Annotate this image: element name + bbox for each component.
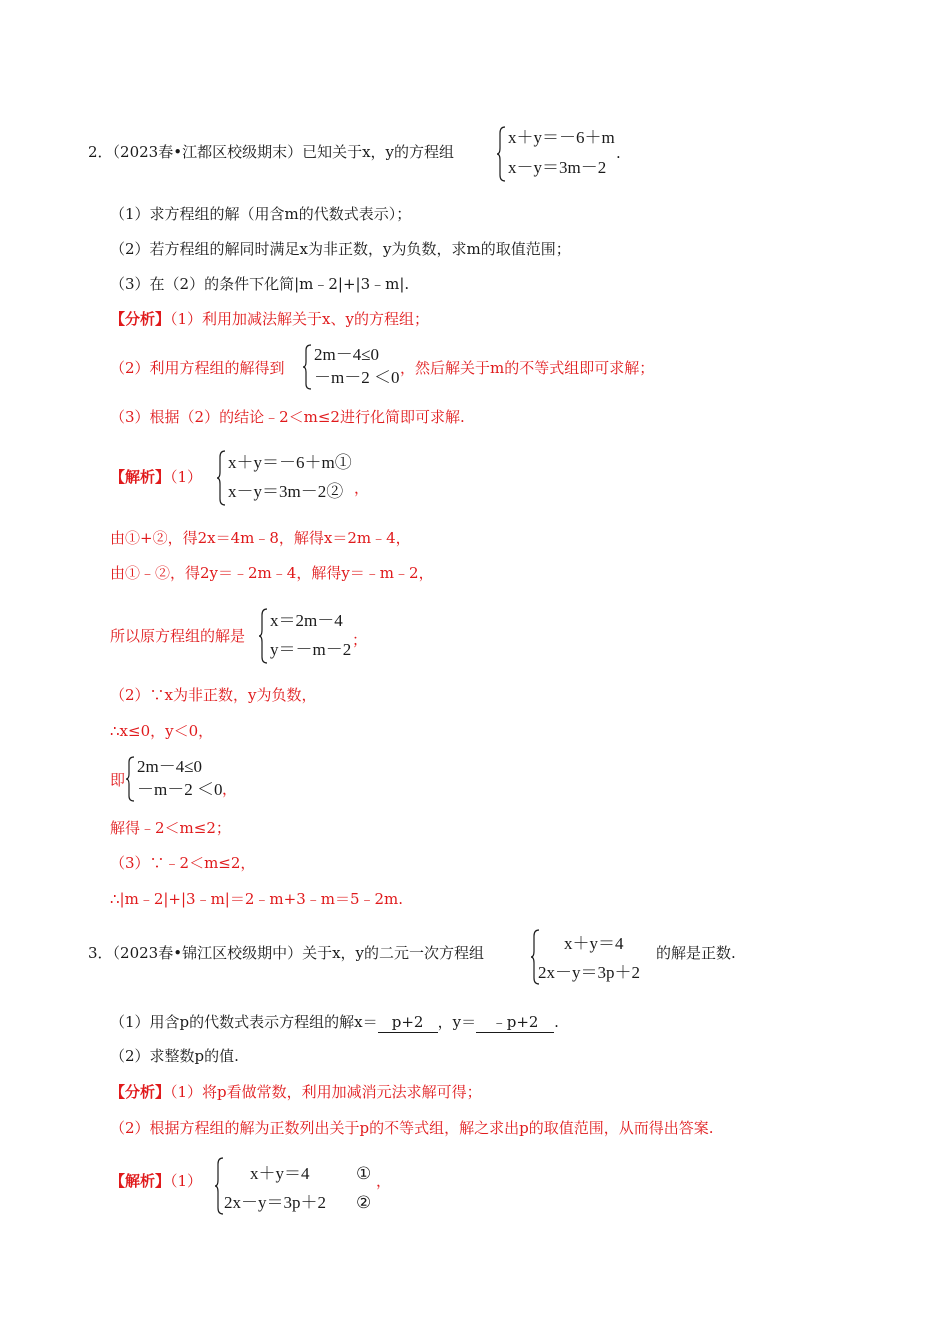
q3-part-1 [110, 1012, 559, 1033]
left-brace-icon [214, 1156, 224, 1216]
q3-solution-row-2: 2x－y＝3p＋2 [224, 1193, 326, 1212]
inequality-row-1: 2m－4≤0 [137, 757, 203, 776]
q2-equation-system [496, 125, 636, 185]
q3-solution-row-1: x＋y＝4 [250, 1164, 310, 1183]
q2-solution-6: ∴x≤0，y＜0， [110, 722, 214, 740]
inequality-row-1: 2m－4≤0 [314, 345, 380, 364]
q3-solution-row-2-mark: ② [356, 1193, 372, 1212]
q3-solution-system [214, 1156, 394, 1218]
q3-equation-system [530, 928, 660, 988]
q2-analysis-1 [110, 309, 429, 329]
q2-part-3: （3）在（2）的条件下化简|m﹣2|+|3﹣m|. [110, 275, 410, 293]
q3-answer-x-blank: p+2 [378, 1012, 438, 1033]
q2-analysis-inequality-system [302, 343, 412, 393]
q2-solution-system [216, 449, 366, 509]
q2-heading-end: . [616, 144, 621, 162]
left-brace-icon [496, 125, 506, 183]
q3-system-row-1: x＋y＝4 [564, 934, 624, 953]
q2-system-row-2: x－y＝3m－2 [508, 158, 607, 177]
q2-part-1: （1）求方程组的解（用含m的代数式表示）； [110, 205, 412, 223]
q2-solution-8: 解得﹣2＜m≤2； [110, 819, 231, 837]
q2-solution-2: 由①+②，得2x＝4m﹣8，解得x＝2m﹣4， [110, 529, 411, 547]
analysis-tag: 【分析】 [110, 310, 171, 328]
left-brace-icon [258, 607, 268, 665]
left-brace-icon [216, 449, 226, 507]
q2-solution-3: 由①﹣②，得2y＝﹣2m﹣4，解得y＝﹣m﹣2， [110, 564, 434, 582]
q2-solution-1-label: （1） [170, 468, 203, 486]
q2-part-2: （2）若方程组的解同时满足x为非正数，y为负数，求m的取值范围； [110, 240, 571, 258]
q2-heading: 2．（2023春•江都区校级期末）已知关于x，y的方程组 [88, 143, 455, 161]
q2-solution-1-post: ， [354, 479, 370, 497]
q2-analysis-1-text: （1）利用加减法解关于x、y的方程组； [170, 310, 429, 328]
q2-inequality-system [125, 755, 238, 805]
q2-solution-5: （2）∵x为非正数，y为负数， [110, 686, 317, 704]
q3-part-1-end: . [554, 1013, 559, 1031]
inequality-row-2: －m－2 ＜0 [137, 780, 223, 799]
q3-solution-1-pre [110, 1171, 202, 1191]
q3-answer-y-blank: ﹣p+2 [476, 1012, 554, 1033]
solution-row-2: x－y＝3m－2② [228, 482, 344, 501]
solution-row-1: x＋y＝－6＋m① [228, 453, 352, 472]
q2-solution-1-pre [110, 467, 202, 487]
q3-part-1-mid: ，y＝ [437, 1013, 477, 1031]
left-brace-icon [125, 755, 135, 803]
result-row-2: y＝－m－2 [270, 640, 352, 659]
solution-tag: 【解析】 [110, 1172, 171, 1190]
q2-solution-7-post: ， [222, 780, 238, 798]
result-row-1: x＝2m－4 [270, 611, 343, 630]
q3-part-2: （2）求整数p的值. [110, 1047, 239, 1065]
inequality-row-2: －m－2 ＜0 [314, 368, 400, 387]
q2-solution-9: （3）∵﹣2＜m≤2， [110, 854, 256, 872]
q3-solution-row-1-mark: ① [356, 1164, 372, 1183]
q2-solution-10: ∴|m﹣2|+|3﹣m|＝2﹣m+3﹣m＝5﹣2m. [110, 890, 404, 908]
q2-solution-4-pre: 所以原方程组的解是 [110, 627, 246, 645]
q2-analysis-3: （3）根据（2）的结论﹣2＜m≤2进行化简即可求解. [110, 408, 465, 426]
q3-part-1-pre: （1）用含p的代数式表示方程组的解x＝ [110, 1013, 378, 1031]
q3-heading-post: 的解是正数. [656, 944, 736, 962]
q3-heading: 3．（2023春•锦江区校级期中）关于x，y的二元一次方程组 [88, 944, 485, 962]
q2-analysis-2-pre: （2）利用方程组的解得到 [110, 359, 285, 377]
left-brace-icon [302, 343, 312, 391]
analysis-tag: 【分析】 [110, 1083, 171, 1101]
q3-solution-1-post: ， [376, 1172, 392, 1190]
q3-solution-1-label: （1） [170, 1172, 203, 1190]
q2-analysis-2-post: ，然后解关于m的不等式组即可求解； [400, 359, 655, 377]
solution-tag: 【解析】 [110, 468, 171, 486]
q2-solution-7-pre: 即 [110, 771, 126, 789]
q2-solution-4-post: ； [352, 631, 368, 649]
q3-system-row-2: 2x－y＝3p＋2 [538, 963, 640, 982]
q2-system-row-1: x＋y＝－6＋m [508, 128, 615, 147]
q3-analysis-2: （2）根据方程组的解为正数列出关于p的不等式组，解之求出p的取值范围，从而得出答案. [110, 1119, 714, 1137]
q3-analysis-1 [110, 1082, 482, 1102]
q3-analysis-1-text: （1）将p看做常数，利用加减消元法求解可得； [170, 1083, 482, 1101]
